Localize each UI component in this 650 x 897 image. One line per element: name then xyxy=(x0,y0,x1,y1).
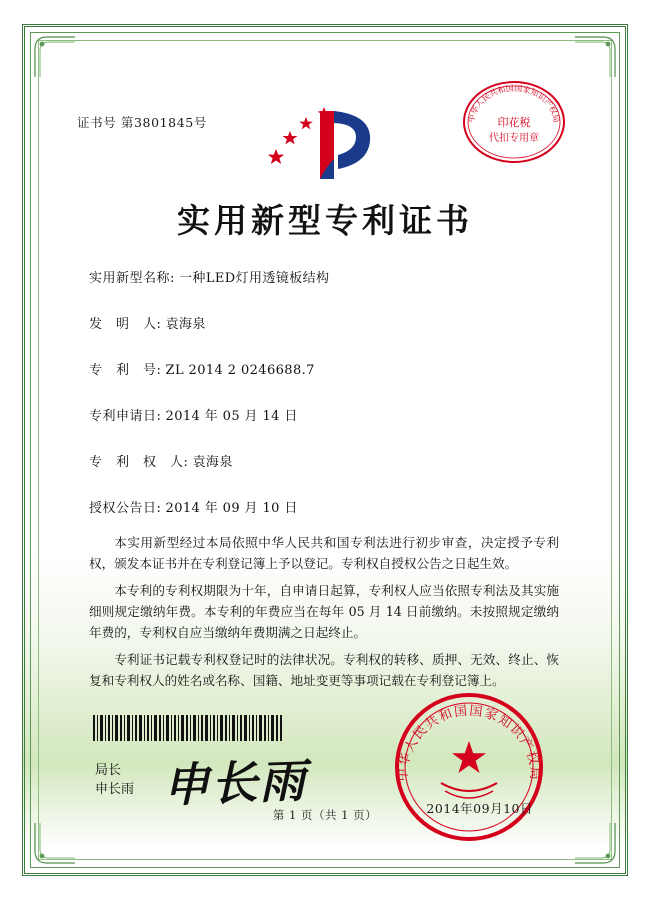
signature-block xyxy=(95,761,134,799)
field-value: 2014 年 05 月 14 日 xyxy=(165,409,298,424)
field-row-grant-date xyxy=(89,497,561,516)
svg-text:代扣专用章: 代扣专用章 xyxy=(489,133,539,144)
patent-office-logo xyxy=(260,93,390,185)
field-list xyxy=(89,267,561,543)
paragraph: 本实用新型经过本局依照中华人民共和国专利法进行初步审查，决定授予专利权，颁发本证书并在专利登记簿上予以登记。专利权自授权公告之日起生效。 xyxy=(89,535,559,571)
svg-text:中华人民共和国国家知识产权局: 中华人民共和国国家知识产权局 xyxy=(395,703,543,782)
handwritten-signature: 申长雨 xyxy=(162,753,309,813)
field-value: 袁海泉 xyxy=(165,317,206,332)
svg-text:印花税: 印花税 xyxy=(497,116,531,129)
field-row-patentee xyxy=(89,451,561,470)
field-label: 专 利 号: xyxy=(89,363,162,378)
director-name-label: 申长雨 xyxy=(95,782,135,797)
field-value: 2014 年 09 月 10 日 xyxy=(165,501,298,516)
certificate-border xyxy=(22,24,628,876)
paragraph: 专利证书记载专利权登记时的法律状况。专利权的转移、质押、无效、终止、恢复和专利权人的姓名或名称、国籍、地址变更等事项记载在专利登记簿上。 xyxy=(89,652,559,688)
paragraph: 本专利的专利权期限为十年，自申请日起算，专利权人应当依照专利法及其实施细则规定缴纳年费。本专利的年费应当在每年 05 月 14 日前缴纳。未按照规定缴纳年费的，专利权自应当缴纳年费期满之日起终止。 xyxy=(89,583,559,640)
tax-stamp-seal xyxy=(461,79,567,165)
field-row-application-date xyxy=(89,405,561,424)
certificate-number: 证书号 第3801845号 xyxy=(77,115,207,130)
page-footer: 第 1 页（共 1 页） xyxy=(272,808,378,822)
barcode xyxy=(93,715,283,741)
certificate-content xyxy=(55,55,595,845)
field-value: 袁海泉 xyxy=(192,455,233,470)
field-row-name xyxy=(89,267,561,286)
field-row-inventor xyxy=(89,313,561,332)
field-label: 发 明 人: xyxy=(89,317,162,332)
legal-text-block xyxy=(89,532,559,697)
field-value: ZL 2014 2 0246688.7 xyxy=(165,363,315,378)
director-role-label: 局长 xyxy=(95,763,122,778)
seal-date: 2014年09月10日 xyxy=(426,801,533,816)
field-value: 一种LED灯用透镜板结构 xyxy=(179,271,330,286)
field-label: 专利申请日: xyxy=(89,409,162,424)
field-label: 实用新型名称: xyxy=(89,271,175,286)
field-row-patent-number xyxy=(89,359,561,378)
svg-text:中华人民共和国国家知识产权局: 中华人民共和国国家知识产权局 xyxy=(466,83,562,124)
field-label: 授权公告日: xyxy=(89,501,162,516)
field-label: 专 利 权 人: xyxy=(89,455,189,470)
page-title: 实用新型专利证书 xyxy=(177,201,473,240)
